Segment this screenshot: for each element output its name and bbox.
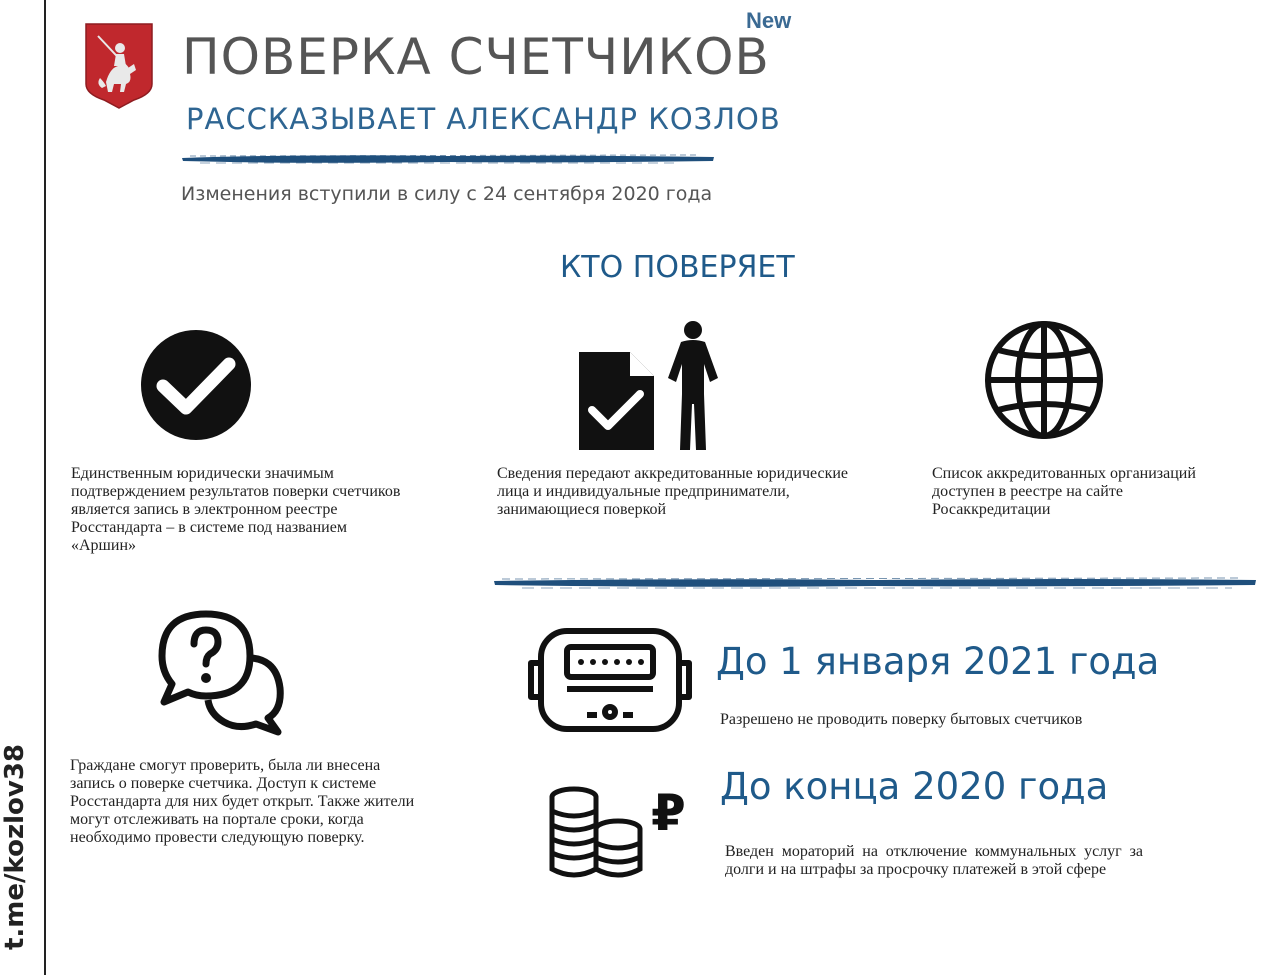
checkmark-circle-icon: [141, 330, 251, 440]
question-chat-icon: [158, 610, 286, 736]
deadline-heading-2020: До конца 2020 года: [720, 765, 1109, 808]
card-text-registry: Единственным юридически значимым подтверждением результатов поверки счетчиков является запись в электронном реестре Росстандарта – в системе под названием «Аршин»: [71, 465, 401, 554]
page-title: ПОВЕРКА СЧЕТЧИКОВ: [182, 28, 770, 86]
card-text-citizens: Граждане смогут проверить, была ли внесена запись о поверке счетчика. Доступ к системе Росстандарта для них будет открыт. Также жители могут отслеживать на портале сроки, когда необходимо провести следующую поверку.: [70, 757, 415, 846]
deadline-heading-2021: До 1 января 2021 года: [716, 640, 1160, 683]
meter-icon: [527, 627, 693, 733]
moscow-emblem-icon: [84, 22, 154, 110]
deadline-text-verification: Разрешено не проводить поверку бытовых счетчиков: [720, 711, 1083, 728]
globe-icon: [984, 320, 1104, 440]
telegram-link[interactable]: t.me/kozlov38: [0, 743, 30, 950]
brush-divider: [492, 575, 1258, 591]
document-person-icon: [578, 320, 723, 452]
card-text-accredited: Сведения передают аккредитованные юридические лица и индивидуальные предприниматели, занимающиеся поверкой: [497, 465, 849, 518]
side-rule: [44, 0, 46, 975]
deadline-text-moratorium: Введен мораторий на отключение коммунальных услуг за долги и на штрафы за просрочку платежей в этой сфере: [725, 843, 1143, 878]
brush-divider: [180, 152, 716, 166]
page-subtitle: РАССКАЗЫВАЕТ АЛЕКСАНДР КОЗЛОВ: [186, 102, 781, 136]
new-badge: New: [746, 8, 792, 33]
card-text-rosaccreditation: Список аккредитованных организаций доступен в реестре на сайте Росаккредитации: [932, 465, 1196, 518]
effective-date-note: Изменения вступили в силу с 24 сентября 2020 года: [181, 183, 713, 205]
section-heading: КТО ПОВЕРЯЕТ: [560, 250, 795, 285]
ruble-symbol: ₽: [651, 784, 686, 842]
